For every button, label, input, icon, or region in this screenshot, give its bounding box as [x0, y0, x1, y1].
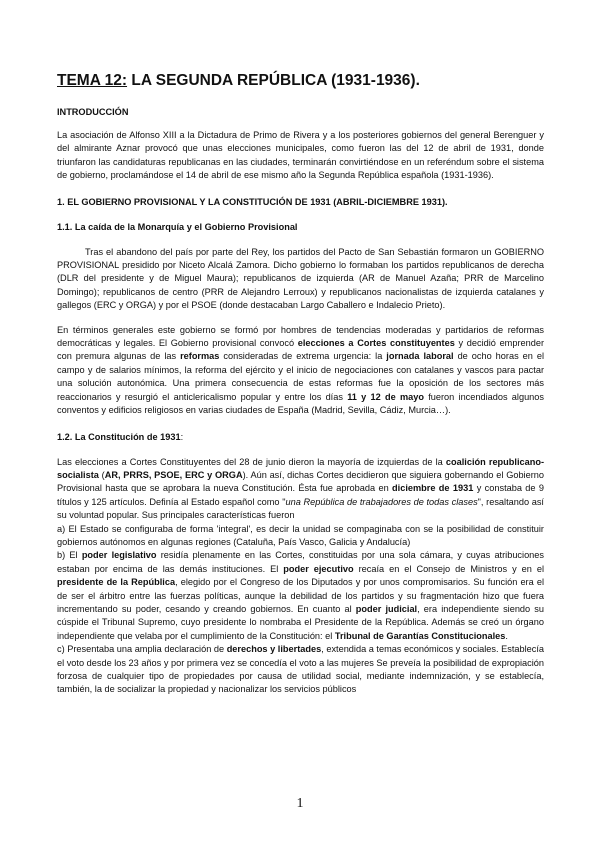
text-run: y constaba de 9 títulos y 125 artículos. Definía al Estado español como " [57, 483, 544, 507]
text-run: . [505, 630, 508, 641]
text-run: jornada laboral [386, 351, 454, 362]
text-run: diciembre de 1931 [392, 483, 474, 494]
text-run: residía plenamente en las Cortes, constituidas por una sola cámara, y cuyas atribuciones estaban por encima de las demás instituciones. El [57, 550, 544, 574]
section1-heading [57, 196, 544, 208]
text-run: una República de trabajadores de todas clases [285, 496, 478, 507]
text-run: y decidió emprender con premura algunas de las [57, 338, 544, 362]
item-c [57, 643, 544, 697]
text-run: de ocho horas en el campo y de salarios mínimos, la reforma del ejército y el inicio de negociaciones con catalanes y vascos para pactar una solución autonómica. Una primera consecuencia de estas reformas fue la oposición de los sectores más reaccionarios y resurgió el anticlericalismo popular y entre los días [57, 351, 544, 402]
section1-heading-suffix: (ABRIL-DICIEMBRE 1931). [330, 196, 448, 207]
section1-1-paragraph2 [57, 324, 544, 418]
text-run: ", resaltando así su voluntad popular. Sus principales características fueron [57, 496, 544, 521]
item-a: a) El Estado se configuraba de forma 'integral', es decir la unidad se compaginaba con se la posibilidad de constituir gobiernos autónomos en algunas regiones (Cataluña, País Vasco, Galicia y Andalucía) [57, 523, 544, 547]
page-title [57, 72, 544, 90]
text-run: , extendida a temas económicos y sociales. Establecía el voto desde los 23 años y por primera vez se concedía el voto a las mujeres Se preveía la posibilidad de expropiación forzosa de cualquier tipo de propiedades por causa de utilidad social, mediante indemnización, y se establecía, también, la de socializar la propiedad y nacionalizar los servicios públicos [57, 644, 544, 695]
text-run: ). Aún así, dichas Cortes decidieron que siguiera gobernando el Gobierno Provisional hasta que se aprobara la nueva Constitución. Ésta fue aprobada en [57, 469, 544, 494]
text-run: poder ejecutivo [283, 563, 354, 574]
text-run: c) Presentaba una amplia declaración de [57, 644, 227, 655]
text-run: recaía en el Consejo de Ministros y en el [353, 563, 544, 574]
text-run: b) El [57, 550, 82, 561]
text-run: coalición republicano-socialista [57, 456, 545, 480]
section1-2-heading [57, 431, 544, 443]
text-run: , era independiente siendo su cúspide el Tribunal Supremo, cuyo presidente lo nombraba el Presidente de la República. Además se creó un órgano independiente que velaba por el cumplimiento de la Constitución: el [57, 603, 544, 641]
text-run: , elegido por el Congreso de los Diputados y por unos compromisarios. Su función era el de ser el árbitro entre las fuerzas políticas, aunque la debilidad de los partidos y su fragmentación hizo que fuera incrementando su poder, cesando y creando gobiernos. En cuanto al [57, 577, 544, 614]
section1-heading-text: 1. EL GOBIERNO PROVISIONAL Y LA CONSTITUCIÓN DE 1931 [57, 196, 331, 207]
text-run: En términos generales este gobierno se formó por hombres de tendencias moderadas y partidarios de reformas democráticas y legales. El Gobierno provisional convocó [57, 324, 544, 349]
intro-heading: INTRODUCCIÓN [57, 107, 129, 117]
section1-1-heading: 1.1. La caída de la Monarquía y el Gobierno Provisional [57, 221, 298, 232]
text-run: presidente de la República [57, 577, 176, 588]
text-run: poder legislativo [81, 550, 157, 561]
item-b [57, 549, 544, 643]
title-rest: LA SEGUNDA REPÚBLICA (1931-1936). [127, 72, 420, 89]
section1-2-heading-suffix: : [180, 431, 184, 442]
section1-1-paragraph1: Tras el abandono del país por parte del Rey, los partidos del Pacto de San Sebastián formaron un GOBIERNO PROVISIONAL presidido por Niceto Alcalá Zamora. Dicho gobierno lo formaban los partidos republicanos de derecha (DLR del presidente y de Miguel Maura); republicanos de izquierda (AR de Manuel Azaña; PRR de Marcelino Domingo); republicanos de centro (PRR de Alejandro Lerroux) y republicanos nacionalistas de izquierda catalanes y gallegos (ERC y ORGA) y por el PSOE (donde destacaban Largo Caballero e Indalecio Prieto). [57, 246, 544, 311]
text-run: consideradas de extrema urgencia: la [219, 351, 387, 362]
intro-paragraph: La asociación de Alfonso XIII a la Dictadura de Primo de Rivera y a los posteriores gobiernos del general Berenguer y del almirante Aznar provocó que unas elecciones municipales, como fueron las del 12 de abril de 1931, donde triunfaron las candidaturas republicanas en las ciudades, terminarán convirtiéndose en un referéndum sobre el sistema de gobierno, proclamándose el 14 de abril de ese mismo año la Segunda República española (1931-1936). [57, 130, 544, 181]
text-run: Tribunal de Garantías Constitucionales [334, 630, 506, 641]
section1-2-paragraph1 [57, 456, 544, 523]
section1-2-heading-text: 1.2. La Constitución de 1931 [57, 431, 181, 442]
text-run: ( [98, 469, 105, 480]
text-run: poder judicial [355, 603, 418, 614]
text-run: derechos y libertades [226, 644, 322, 655]
text-run: fueron incendiados algunos conventos y edificios religiosos en varias ciudades de España (Madrid, Sevilla, Cádiz, Murcia…). [57, 391, 544, 416]
text-run: 11 y 12 de mayo [347, 391, 424, 402]
text-run: AR, PRRS, PSOE, ERC y ORGA [104, 469, 243, 480]
text-run: reformas [180, 351, 220, 362]
title-prefix: TEMA 12: [57, 72, 128, 89]
text-run: Las elecciones a Cortes Constituyentes del 28 de junio dieron la mayoría de izquierdas de la [57, 456, 446, 467]
document-page [57, 72, 544, 697]
page-number: 1 [296, 796, 304, 811]
text-run: elecciones a Cortes constituyentes [297, 338, 455, 349]
